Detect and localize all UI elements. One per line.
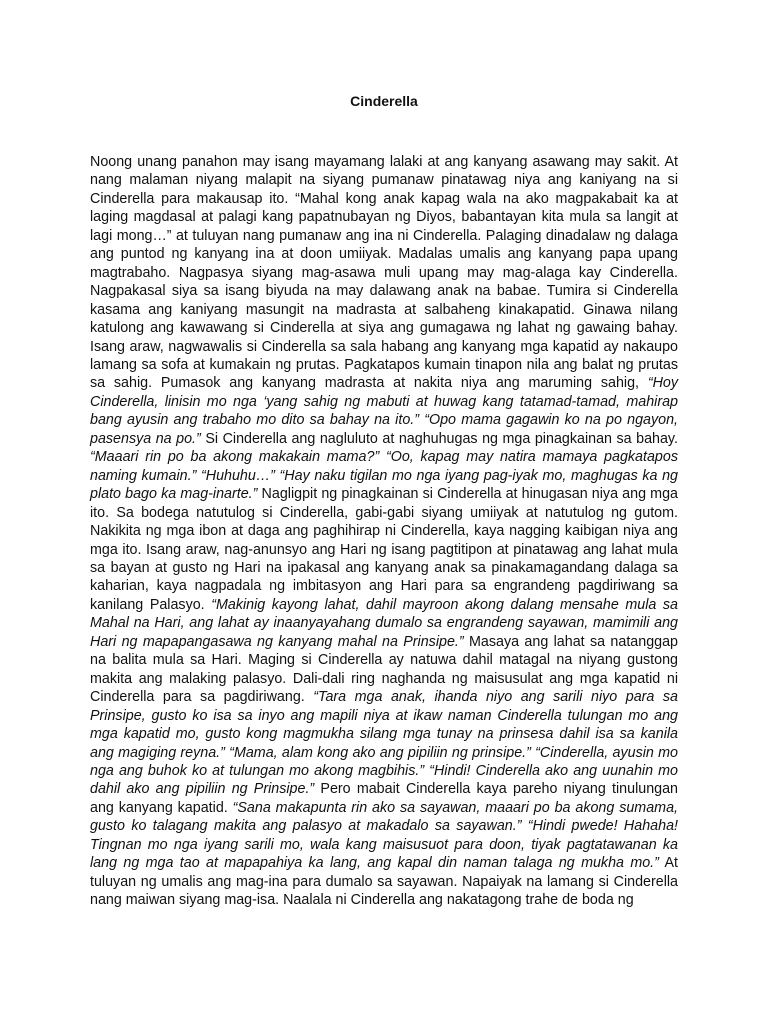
text-segment: Si Cinderella ang nagluluto at naghuhugas ng mga pinagkainan sa bahay. — [200, 430, 678, 447]
story-paragraph — [90, 153, 678, 910]
dialogue-segment: “Tara mga anak, ihanda niyo ang sarili niyo para sa Prinsipe, gusto ko isa sa inyo ang mapili niya at ikaw naman Cinderella tulungan mo ang mga kapatid mo, gusto kong magmukha silang mga tunay na prinsesa dahil isa sa kanila ang magiging reyna.” “Mama, alam kong ako ang pipiliin ng prinsipe.” “Cinderella, ayusin mo nga ang buhok ko at tulungan mo akong magbihis.” “Hindi! Cinderella ako ang uunahin mo dahil ako ang pipiliin ng Prinsipe.” — [90, 689, 678, 798]
dialogue-segment: “Maaari rin po ba akong makakain mama?” “Oo, kapag may natira mamaya pagkatapos naming kumain.” “Huhuhu…” “Hay naku tigilan mo nga iyang pag-iyak mo, maghugas ka ng plato bago ka mag-inarte.” — [90, 449, 678, 503]
page-title: Cinderella — [350, 93, 418, 109]
text-segment: Masaya ang lahat sa natanggap na balita mula sa Hari. Maging si Cinderella ay natuwa dahil matagal na niyang gustong makita ang malaking palasyo. Dali-dali ring naghanda ng maisusulat ang mga kapatid ni Cinderella para sa pagdiriwang. — [90, 633, 679, 706]
text-segment: “Mahal kong anak kapag wala na ako magpakabait ka at laging magdasal at palagi kang papatnubayan ng Diyos, babantayan kita mula sa langit at lagi mong…” — [90, 190, 678, 244]
text-segment: at tuluyan nang pumanaw ang ina ni Cinderella. Palaging dinadalaw ng dalaga ang puntod ng kanyang ina at doon umiiyak. Madalas umalis ang kanyang papa upang magtrabaho. Nagpasya siyang mag-asawa muli upang may mag-alaga kay Cinderella. Nagpakasal siya sa isang biyuda na may dalawang anak na babae. Tumira si Cinderella kasama ang kaniyang masungit na madrasta at salbaheng kinakapatid. Ginawa nilang katulong ang kawawang si Cinderella at siya ang gumagawa ng lahat ng gawaing bahay. Isang araw, nagwawalis si Cinderella sa sala habang ang kanyang mga kapatid ay nakaupo lamang sa sofa at kumakain ng prutas. Pagkatapos kumain tinapon nila ang balat ng prutas sa sahig. Pumasok ang kanyang madrasta at nakita niya ang maruming sahig, — [90, 227, 678, 392]
dialogue-segment: “Makinig kayong lahat, dahil mayroon akong dalang mensahe mula sa Mahal na Hari, ang lahat ay inaanyayahang dumalo sa engrandeng sayawan, mamimili ang Hari ng mapapangasawa ng kanyang mahal na Prinsipe.” — [90, 596, 678, 650]
text-segment: Nagligpit ng pinagkainan si Cinderella at hinugasan niya ang mga ito. Sa bodega natutulog si Cinderella, gabi-gabi siyang umiiyak at natutulog ng gutom. Nakikita ng mga ibon at daga ang paghihirap ni Cinderella, kaya nagging kaibigan niya ang mga ito. Isang araw, nag-anunsyo ang Hari ng isang pagtitipon at pinatawag ang lahat mula sa bayan at gusto ng Hari na ipakasal ang kanyang anak sa pinakamagandang dalaga sa kaharian, kaya nagpadala ng imbitasyon ang Hari para sa engrandeng pagdiriwang sa kanilang Palasyo. — [90, 486, 678, 613]
text-segment: At tuluyan ng umalis ang mag-ina para dumalo sa sayawan. Napaiyak na lamang si Cinderella nang maiwan siyang mag-isa. Naalala ni Cinderella ang nakatagong trahe de boda ng — [90, 855, 678, 909]
dialogue-segment: “Sana makapunta rin ako sa sayawan, maaari po ba akong sumama, gusto ko talagang makita ang palasyo at makadalo sa sayawan.” “Hindi pwede! Hahaha! Tingnan mo nga iyang sarili mo, wala kang maisusuot para doon, tiyak pagtatawanan ka lang ng mga tao at mapapahiya ka lang, ang kapal din naman talaga ng mukha mo.” — [90, 799, 678, 872]
text-segment: Pero mabait Cinderella kaya pareho niyang tinulungan ang kanyang kapatid. — [90, 781, 678, 816]
dialogue-segment: “Hoy Cinderella, linisin mo nga ‘yang sahig ng mabuti at huwag kang tatamad-tamad, mahirap bang ayusin ang trabaho mo dito sa bahay na ito.” “Opo mama gagawin ko na po ngayon, pasensya na po.” — [90, 375, 678, 447]
text-segment: Noong unang panahon may isang mayamang lalaki at ang kanyang asawang may sakit. At nang malaman niyang malapit na siyang pumanaw pinatawag niya ang kaniyang na si Cinderella para makausap ito. — [90, 154, 678, 207]
